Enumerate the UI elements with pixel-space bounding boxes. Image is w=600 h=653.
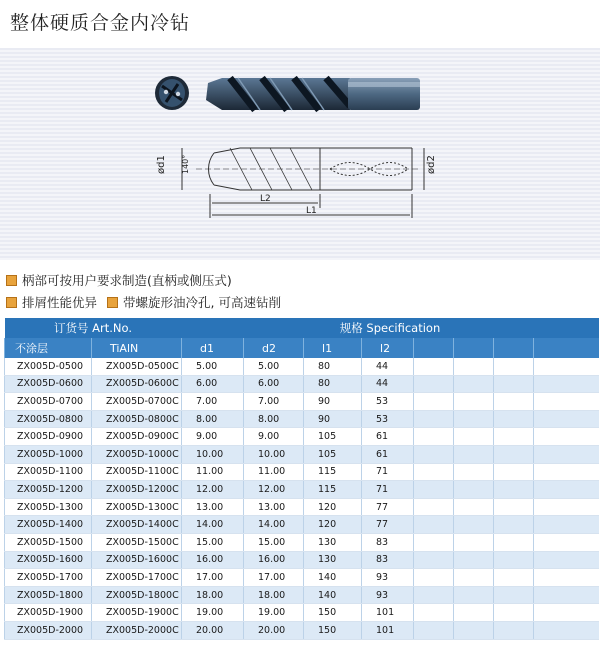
cell-l2: 83: [362, 551, 414, 569]
table-row: [5, 516, 599, 534]
cell-uncoated: ZX005D-1900: [5, 604, 92, 622]
cell-empty: [494, 498, 534, 516]
col-header-uncoated: 不涂层: [5, 338, 92, 358]
cell-empty: [494, 428, 534, 446]
col-header-l1: l1: [304, 338, 362, 358]
cell-empty: [534, 463, 599, 481]
col-header-empty: [494, 338, 534, 358]
product-figure: [0, 48, 600, 260]
cell-empty: [494, 393, 534, 411]
bullet-icon: [6, 275, 17, 286]
cell-d1: 16.00: [182, 551, 244, 569]
cell-tialn: ZX005D-1900C: [92, 604, 182, 622]
table-column-header-row: [5, 338, 599, 358]
cell-l1: 150: [304, 604, 362, 622]
cell-empty: [414, 533, 454, 551]
cell-empty: [494, 481, 534, 499]
col-header-empty: [454, 338, 494, 358]
cell-empty: [454, 393, 494, 411]
cell-tialn: ZX005D-1600C: [92, 551, 182, 569]
cell-d2: 12.00: [244, 481, 304, 499]
dim-l1-label: L1: [306, 206, 317, 216]
cell-d2: 5.00: [244, 358, 304, 375]
cell-l1: 105: [304, 428, 362, 446]
cell-d2: 6.00: [244, 375, 304, 393]
cell-empty: [494, 621, 534, 639]
cell-empty: [534, 393, 599, 411]
cell-empty: [454, 604, 494, 622]
cell-uncoated: ZX005D-0900: [5, 428, 92, 446]
cell-tialn: ZX005D-1800C: [92, 586, 182, 604]
cell-empty: [534, 498, 599, 516]
cell-empty: [454, 428, 494, 446]
col-header-empty: [414, 338, 454, 358]
cell-empty: [414, 393, 454, 411]
feature-text: 带螺旋形油冷孔, 可高速钻削: [123, 295, 281, 310]
cell-l2: 53: [362, 410, 414, 428]
cell-empty: [454, 445, 494, 463]
cell-empty: [414, 516, 454, 534]
cell-d2: 11.00: [244, 463, 304, 481]
page-title: 整体硬质合金内冷钻: [10, 12, 191, 34]
table-row: [5, 463, 599, 481]
cell-d1: 15.00: [182, 533, 244, 551]
table-row: [5, 393, 599, 411]
cell-d2: 19.00: [244, 604, 304, 622]
specification-header: 规格 Specification: [182, 318, 599, 338]
cell-l1: 115: [304, 463, 362, 481]
cell-empty: [454, 569, 494, 587]
cell-empty: [494, 410, 534, 428]
cell-uncoated: ZX005D-1700: [5, 569, 92, 587]
cell-tialn: ZX005D-0900C: [92, 428, 182, 446]
cell-empty: [534, 551, 599, 569]
cell-empty: [494, 604, 534, 622]
cell-l2: 77: [362, 498, 414, 516]
cell-l1: 120: [304, 516, 362, 534]
cell-empty: [534, 516, 599, 534]
cell-empty: [494, 586, 534, 604]
cell-tialn: ZX005D-2000C: [92, 621, 182, 639]
cell-uncoated: ZX005D-1100: [5, 463, 92, 481]
cell-d1: 10.00: [182, 445, 244, 463]
dim-l2-label: L2: [260, 194, 271, 204]
cell-l1: 90: [304, 410, 362, 428]
cell-l2: 93: [362, 586, 414, 604]
bullet-icon: [6, 297, 17, 308]
cell-l2: 44: [362, 358, 414, 375]
cell-d2: 7.00: [244, 393, 304, 411]
cell-tialn: ZX005D-1100C: [92, 463, 182, 481]
cell-l2: 61: [362, 428, 414, 446]
cell-empty: [414, 498, 454, 516]
cell-empty: [494, 516, 534, 534]
cell-l1: 130: [304, 551, 362, 569]
col-header-d1: d1: [182, 338, 244, 358]
table-row: [5, 533, 599, 551]
cell-tialn: ZX005D-0800C: [92, 410, 182, 428]
table-body: [5, 358, 599, 639]
cell-uncoated: ZX005D-1300: [5, 498, 92, 516]
cell-uncoated: ZX005D-1800: [5, 586, 92, 604]
cell-empty: [454, 481, 494, 499]
cell-d1: 7.00: [182, 393, 244, 411]
cell-d2: 14.00: [244, 516, 304, 534]
cell-empty: [454, 551, 494, 569]
cell-uncoated: ZX005D-2000: [5, 621, 92, 639]
cell-tialn: ZX005D-0500C: [92, 358, 182, 375]
cell-uncoated: ZX005D-1600: [5, 551, 92, 569]
cell-l1: 120: [304, 498, 362, 516]
drill-photo-icon: [206, 78, 420, 110]
cell-d2: 18.00: [244, 586, 304, 604]
cell-l2: 61: [362, 445, 414, 463]
col-header-l2: l2: [362, 338, 414, 358]
cell-l2: 77: [362, 516, 414, 534]
cell-d1: 14.00: [182, 516, 244, 534]
cell-tialn: ZX005D-1700C: [92, 569, 182, 587]
table-row: [5, 410, 599, 428]
feature-item: [107, 292, 281, 313]
cell-empty: [494, 375, 534, 393]
cell-uncoated: ZX005D-1000: [5, 445, 92, 463]
cell-empty: [454, 463, 494, 481]
cell-empty: [534, 445, 599, 463]
cell-empty: [414, 569, 454, 587]
cell-empty: [454, 498, 494, 516]
table-row: [5, 586, 599, 604]
cell-d2: 17.00: [244, 569, 304, 587]
cell-uncoated: ZX005D-1400: [5, 516, 92, 534]
order-number-header: 订货号 Art.No.: [5, 318, 182, 338]
cell-empty: [454, 586, 494, 604]
feature-item: [6, 270, 232, 291]
feature-text: 排屑性能优异: [22, 295, 98, 310]
cell-uncoated: ZX005D-0500: [5, 358, 92, 375]
cell-empty: [414, 463, 454, 481]
cell-empty: [534, 569, 599, 587]
cell-l1: 130: [304, 533, 362, 551]
cell-uncoated: ZX005D-1500: [5, 533, 92, 551]
table-row: [5, 621, 599, 639]
cell-d2: 8.00: [244, 410, 304, 428]
cell-empty: [414, 445, 454, 463]
cell-tialn: ZX005D-1200C: [92, 481, 182, 499]
cell-empty: [494, 569, 534, 587]
cell-empty: [494, 533, 534, 551]
cell-d1: 17.00: [182, 569, 244, 587]
cell-tialn: ZX005D-1000C: [92, 445, 182, 463]
cell-l1: 105: [304, 445, 362, 463]
spec-table: [4, 318, 599, 640]
drill-end-view-icon: [155, 76, 189, 110]
cell-l1: 80: [304, 375, 362, 393]
cell-tialn: ZX005D-1300C: [92, 498, 182, 516]
cell-l2: 44: [362, 375, 414, 393]
feature-list: [6, 270, 287, 314]
col-header-tialn: TiAlN: [92, 338, 182, 358]
cell-l1: 90: [304, 393, 362, 411]
cell-d1: 8.00: [182, 410, 244, 428]
cell-empty: [414, 410, 454, 428]
cell-d2: 9.00: [244, 428, 304, 446]
cell-empty: [414, 586, 454, 604]
cell-empty: [534, 410, 599, 428]
cell-empty: [494, 445, 534, 463]
cell-l1: 140: [304, 569, 362, 587]
cell-d2: 20.00: [244, 621, 304, 639]
table-row: [5, 481, 599, 499]
cell-l1: 150: [304, 621, 362, 639]
cell-tialn: ZX005D-1400C: [92, 516, 182, 534]
cell-empty: [494, 463, 534, 481]
cell-empty: [414, 358, 454, 375]
angle-label: 140°: [181, 154, 190, 174]
cell-l2: 93: [362, 569, 414, 587]
table-row: [5, 604, 599, 622]
cell-empty: [414, 621, 454, 639]
cell-l2: 101: [362, 604, 414, 622]
cell-d1: 20.00: [182, 621, 244, 639]
cell-d1: 13.00: [182, 498, 244, 516]
cell-empty: [454, 410, 494, 428]
table-row: [5, 375, 599, 393]
cell-d2: 10.00: [244, 445, 304, 463]
table-header-group-row: [5, 318, 599, 338]
cell-l2: 101: [362, 621, 414, 639]
bullet-icon: [107, 297, 118, 308]
cell-empty: [414, 604, 454, 622]
feature-text: 柄部可按用户要求制造(直柄或侧压式): [22, 273, 232, 288]
cell-l2: 53: [362, 393, 414, 411]
cell-empty: [414, 551, 454, 569]
cell-empty: [454, 358, 494, 375]
cell-d1: 6.00: [182, 375, 244, 393]
cell-l1: 80: [304, 358, 362, 375]
cell-uncoated: ZX005D-1200: [5, 481, 92, 499]
table-row: [5, 551, 599, 569]
cell-d1: 18.00: [182, 586, 244, 604]
cell-empty: [454, 516, 494, 534]
cell-d1: 19.00: [182, 604, 244, 622]
cell-d1: 9.00: [182, 428, 244, 446]
table-row: [5, 498, 599, 516]
cell-empty: [534, 481, 599, 499]
col-header-empty: [534, 338, 599, 358]
cell-l2: 71: [362, 463, 414, 481]
cell-l2: 83: [362, 533, 414, 551]
cell-empty: [534, 586, 599, 604]
cell-d2: 13.00: [244, 498, 304, 516]
cell-empty: [454, 621, 494, 639]
table-row: [5, 445, 599, 463]
cell-d2: 15.00: [244, 533, 304, 551]
drill-illustration: [0, 48, 600, 260]
cell-uncoated: ZX005D-0600: [5, 375, 92, 393]
cell-tialn: ZX005D-1500C: [92, 533, 182, 551]
cell-tialn: ZX005D-0600C: [92, 375, 182, 393]
table-row: [5, 428, 599, 446]
table-row: [5, 569, 599, 587]
cell-d1: 12.00: [182, 481, 244, 499]
cell-empty: [534, 428, 599, 446]
cell-empty: [494, 551, 534, 569]
table-row: [5, 358, 599, 375]
cell-d1: 5.00: [182, 358, 244, 375]
cell-uncoated: ZX005D-0700: [5, 393, 92, 411]
feature-line-2: [6, 292, 287, 314]
dim-d1-label: ød1: [156, 155, 167, 174]
drill-technical-drawing: [182, 148, 424, 218]
cell-empty: [414, 428, 454, 446]
cell-empty: [534, 604, 599, 622]
cell-empty: [534, 358, 599, 375]
cell-empty: [494, 358, 534, 375]
cell-l1: 140: [304, 586, 362, 604]
col-header-d2: d2: [244, 338, 304, 358]
cell-empty: [454, 533, 494, 551]
cell-empty: [534, 533, 599, 551]
cell-tialn: ZX005D-0700C: [92, 393, 182, 411]
cell-empty: [454, 375, 494, 393]
feature-line-1: [6, 270, 287, 292]
cell-empty: [414, 375, 454, 393]
cell-d2: 16.00: [244, 551, 304, 569]
dim-d2-label: ød2: [426, 155, 437, 174]
cell-empty: [534, 375, 599, 393]
cell-empty: [414, 481, 454, 499]
cell-empty: [534, 621, 599, 639]
cell-uncoated: ZX005D-0800: [5, 410, 92, 428]
cell-l2: 71: [362, 481, 414, 499]
cell-d1: 11.00: [182, 463, 244, 481]
cell-l1: 115: [304, 481, 362, 499]
feature-item: [6, 292, 97, 313]
